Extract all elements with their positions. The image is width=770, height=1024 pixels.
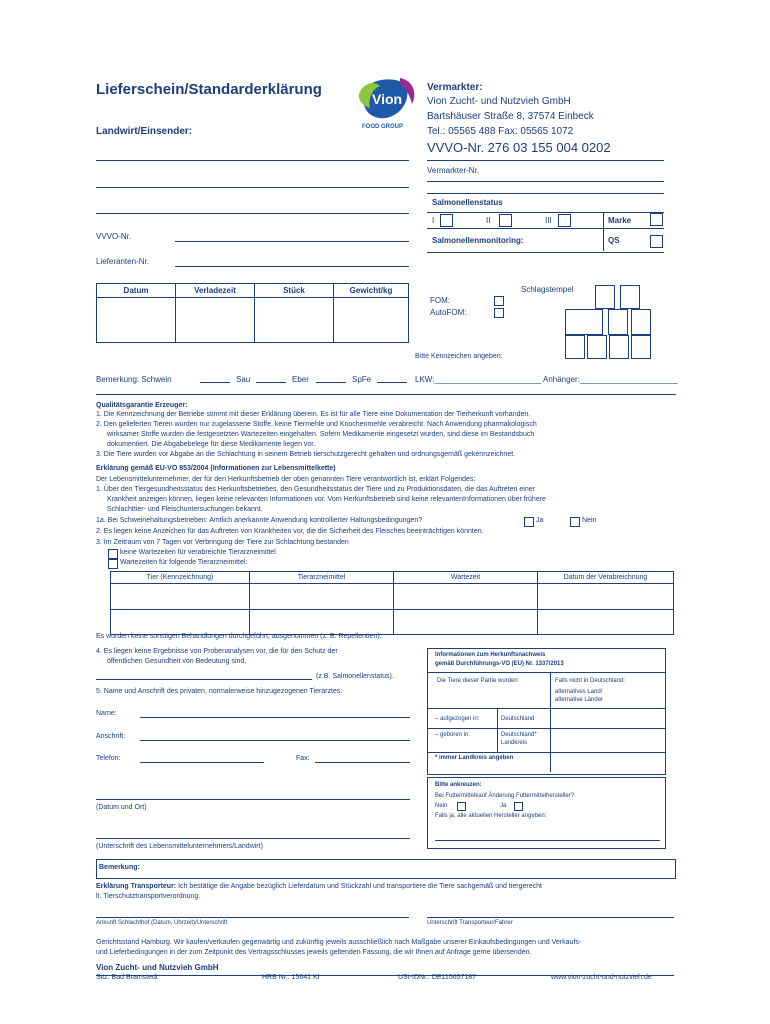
no-wait-label: keine Wartezeiten für verabreichte Tierarzneimittel [120,549,276,556]
salmonella-monitoring-label: Salmonellenmonitoring: [432,236,524,245]
nein-checkbox[interactable] [570,517,580,527]
supplier-field[interactable] [175,266,409,267]
col-datum: Datum [97,284,176,298]
spfe-field[interactable] [377,382,407,383]
med-col-tier: Tier (Kennzeichnung) [111,572,250,584]
col-gewicht: Gewicht/kg [334,284,409,298]
feed-ja-checkbox[interactable] [514,802,523,811]
company-ust: USt-IDNr.: DE115657187 [398,974,477,981]
born-label: – geboren in: [435,732,471,738]
remark-spfe: SpFe [352,375,372,384]
eber-field[interactable] [316,382,346,383]
col-verladezeit: Verladezeit [176,284,255,298]
med-cell[interactable] [250,584,394,610]
med-col-arznei: Tierarzneimittel [250,572,394,584]
logo-text: Vion [372,91,403,107]
med-cell[interactable] [250,609,394,635]
born-value-2: Landkreis [501,740,528,746]
delivery-table [96,283,409,343]
quality-item-1: 1. Die Kennzeichnung der Betriebe stimmt mit dieser Erklärung überein. Es ist für alle Tiere eine Dokumentation der Tierherkunft vorhanden. [96,411,531,418]
vet-fax-label: Fax: [296,755,310,762]
vet-phone-field[interactable] [140,762,264,763]
med-cell[interactable] [111,584,250,610]
marketer-tel: Tel.: 05565 488 Fax: 05565 1072 [427,126,574,137]
origin-title-2: gemäß Durchführungs-VO (EU) Nr. 1337/2013 [435,661,564,667]
eu-line-6: 3. Im Zeitraum von 7 Tagen vor Verbringung der Tiere zur Schlachtung bestanden [96,539,349,546]
vet-address-label: Anschrift: [96,733,126,740]
level-ii-checkbox[interactable] [499,214,512,227]
transport-signature-field[interactable] [427,917,674,918]
ja-label: Ja [536,517,544,524]
quality-title: Qualitätsgarantie Erzeuger: [96,402,188,409]
date-place-field[interactable] [96,799,410,800]
arrival-field[interactable] [96,917,409,918]
med-cell[interactable] [394,609,538,635]
stamp-box-a[interactable] [595,285,615,309]
feed-nein-checkbox[interactable] [457,802,466,811]
new-maker-field[interactable] [435,840,660,841]
eu-line-3: Schlachttier- und Fleischuntersuchungen bekannt. [107,506,263,513]
origin-col2: Falls nicht in Deutschland: [555,678,626,684]
salm-field[interactable] [96,679,312,680]
vet-fax-field[interactable] [315,762,410,763]
born-value: Deutschland* [501,732,537,738]
level-ii-label: II [486,216,491,225]
marketer-nr-label: Vermarkter-Nr. [427,166,480,175]
col-stueck: Stück [255,284,334,298]
level-i-checkbox[interactable] [440,214,453,227]
stamp-label: Schlagstempel [521,285,574,294]
page-title: Lieferschein/Standarderklärung [96,81,322,98]
court-1: Gerichtsstand Hamburg. Wir kaufen/verkaufen gegenwärtig und zukünftig jeweils ausschließlich nach Maßgabe unserer Einkaufsbedingungen und Verkaufs- [96,939,582,946]
marketer-label: Vermarkter: [427,82,483,93]
feed-nein-label: Nein [435,803,448,809]
level-i-label: I [432,216,435,225]
remark-sau: Sau [236,375,251,384]
transport-signature-label: Unterschrift Transporteur/Fahrer [427,920,513,926]
nein-label: Nein [582,517,597,524]
stamp-box-d[interactable] [608,309,628,335]
level-iii-label: III [545,216,552,225]
quality-item-2c: dokumentiert. Die Abgabebelege für diese Medikamente liegen vor. [107,441,316,448]
schwein-field[interactable] [200,382,230,383]
item-5: 5. Name und Anschrift des privaten, normalerweise hinzugezogenen Tierarztes: [96,688,343,695]
quality-item-3: 3. Die Tiere wurden vor Abgabe an die Schlachtung in seinem Betrieb tierschutzgerecht gehalten und ordnungsgemäß gekennzeichnet. [96,451,516,458]
fom-label: FOM: [430,296,450,305]
vet-name-label: Name: [96,710,117,717]
level-iii-checkbox[interactable] [558,214,571,227]
vion-logo [356,74,418,132]
transport-text-2: lt. Tierschutztransportverordnung. [96,893,201,900]
remark-box[interactable] [96,859,676,879]
remark-label: Bemerkung: [99,864,140,871]
item-4b: öffentlichen Gesundheit von Bedeutung sind, [107,658,247,665]
salm-label: (z.B. Salmonellenstatus). [316,673,394,680]
marke-label: Marke [608,216,632,225]
fom-checkbox[interactable] [494,296,504,306]
stamp-box-g[interactable] [587,335,607,359]
cell-datum[interactable] [97,298,176,343]
arrival-label: Ankunft Schlachthof (Datum, Uhrzeit)/Unterschrift [96,920,228,926]
stamp-box-h[interactable] [609,335,629,359]
med-cell[interactable] [538,584,674,610]
remark-schwein: Bemerkung: Schwein [96,375,172,384]
vet-phone-label: Telefon: [96,755,121,762]
company-name: Vion Zucht- und Nutzvieh GmbH [96,963,219,972]
supplier-label: Lieferanten-Nr. [96,257,149,266]
origin-col2c: alternative Länder [555,697,604,703]
vet-name-field[interactable] [140,717,410,718]
stamp-box-c[interactable] [565,309,603,335]
signature-label: (Unterschrift des Lebensmittelunternehmers/Landwirt) [96,843,263,850]
origin-col1: Die Tiere dieser Partie wurden [437,678,518,684]
vvvo-field[interactable] [175,241,409,242]
marke-checkbox[interactable] [650,213,663,226]
company-seat: Sitz: Bad Bramstedt [96,974,158,981]
origin-title-1: Informationen zum Herkunftsnachweis [435,652,546,658]
med-cell[interactable] [394,584,538,610]
feed-ja-label: Ja [500,803,507,809]
eu-line-4: 1a. Bei Schweinehaltungsbetrieben: Amtlich anerkannte Anwendung kontrollierter Haltungsbedingungen? [96,517,423,524]
signature-field[interactable] [96,838,410,839]
date-place-label: (Datum und Ort) [96,804,147,811]
farmer-line-1[interactable] [96,160,409,161]
eu-line-0: Der Lebensmittelunternehmer, der für den Herkunftsbetrieb der oben genannten Tiere verantwortlich ist, erklärt Folgendes: [96,476,476,483]
eu-line-2: Krankheit anzeigen können, liegen keine relevanten Informationen vor. Vom Herkunftsbetrieb sind keine relevantenInformationen über frühere [107,496,546,503]
eu-title: Erklärung gemäß EU-VO 853/2004 (Informationen zur Lebensmittelkette) [96,465,336,472]
remark-eber: Eber [292,375,309,384]
marketer-name: Vion Zucht- und Nutzvieh GmbH [427,96,571,107]
logo-subtext: FOOD GROUP [362,124,404,130]
marketer-address: Bartshäuser Straße 8, 37574 Einbeck [427,111,594,122]
farmer-line-2[interactable] [96,187,409,188]
lkw-field[interactable]: LKW:________________________ [415,375,542,384]
qs-checkbox[interactable] [650,235,663,248]
stamp-box-b[interactable] [620,285,640,309]
wait-label: Wartezeiten für folgende Tierarzneimittel: [120,559,248,566]
item-4a: 4. Es liegen keine Ergebnisse von Probenanalysen vor, die für den Schutz der [96,648,338,655]
court-2: und Lieferbedingungen in der zum Zeitpunkt des Vertragsschlusses jeweils geltenden Fassung, die wir Ihnen auf Anfrage gerne übersenden. [96,949,532,956]
med-cell[interactable] [111,609,250,635]
med-col-wartezeit: Wartezeit [394,572,538,584]
medication-table [110,571,674,635]
autofom-checkbox[interactable] [494,308,504,318]
no-other-treatment: Es wurden keine sonstigen Behandlungen durchgeführt, ausgenommen (z. B. Repellentien). [96,633,382,640]
salmonella-status-label: Salmonellenstatus [432,198,503,207]
farmer-line-3[interactable] [96,213,409,214]
stamp-hint: Bitte Kennzeichen angeben: [415,353,503,360]
transport-title: Erklärung Transporteur: [96,883,177,890]
vvvo-label: VVVO-Nr. [96,232,132,241]
vet-address-field[interactable] [140,740,410,741]
raised-label: – aufgezogen in: [435,716,480,722]
med-cell[interactable] [538,609,674,635]
company-website[interactable]: www.vion-zucht-und-nutzvieh.de [551,974,652,981]
transport-body: Ich bestätige die Angabe bezüglich Lieferdatum und Stückzahl und transportiere die Tiere sachgemäß und tiergerecht [178,883,542,890]
sau-field[interactable] [256,382,286,383]
stamp-box-e[interactable] [631,309,651,335]
company-hrb: HRB Nr.: 15641 KI [262,974,320,981]
feed-question: Bei Futtermittelkauf Änderung Futtermittelhersteller? [435,793,575,799]
vvvo-marketer: VVVO-Nr. 276 03 155 004 0202 [427,140,611,155]
stamp-box-f[interactable] [565,335,585,359]
raised-value: Deutschland [501,716,535,722]
ja-checkbox[interactable] [524,517,534,527]
origin-col2b: alternatives Land/ [555,689,603,695]
transport-text [96,883,542,890]
qs-label: QS [608,236,620,245]
anhaenger-field[interactable]: Anhänger:______________________ [543,375,678,384]
quality-item-2b: wirksamer Stoffe wurden die festgesetzten Wartezeiten eingehalten. Sofern Medikamente eingesetzt wurden, sind diese im Bestandsbuch [107,431,535,438]
cell-gewicht[interactable] [334,298,409,343]
no-wait-checkbox[interactable] [108,549,118,559]
med-col-datum: Datum der Verabreichnung [538,572,674,584]
wait-checkbox[interactable] [108,559,118,569]
quality-item-2: 2. Den gelieferten Tieren wurden nur zugelassene Stoffe, keine Tiermehle und Knochenmehle verabreicht. Nach Anwendung pharmakologisch [96,421,537,428]
eu-line-1: 1. Über den Tiergesundheitsstatus des Herkunftsbetriebes, den Gesundheitsstatus der Tiere und zu Produktionsdaten, die das Auftreten einer [96,486,535,493]
autofom-label: AutoFOM: [430,308,467,317]
cell-verladezeit[interactable] [176,298,255,343]
new-maker-label: Falls ja, alle aktuellen Hersteller angeben: [435,813,547,819]
tick-label: Bitte ankreuzen: [435,782,482,788]
eu-line-5: 2. Es liegen keine Anzeichen für das Auftreten von Krankheiten vor, die die Sicherheit des Fleisches beeinträchtigen könnten. [96,528,484,535]
stamp-box-i[interactable] [631,335,651,359]
farmer-label: Landwirt/Einsender: [96,126,193,137]
origin-note: * immer Landkreis angeben [435,755,514,761]
cell-stueck[interactable] [255,298,334,343]
